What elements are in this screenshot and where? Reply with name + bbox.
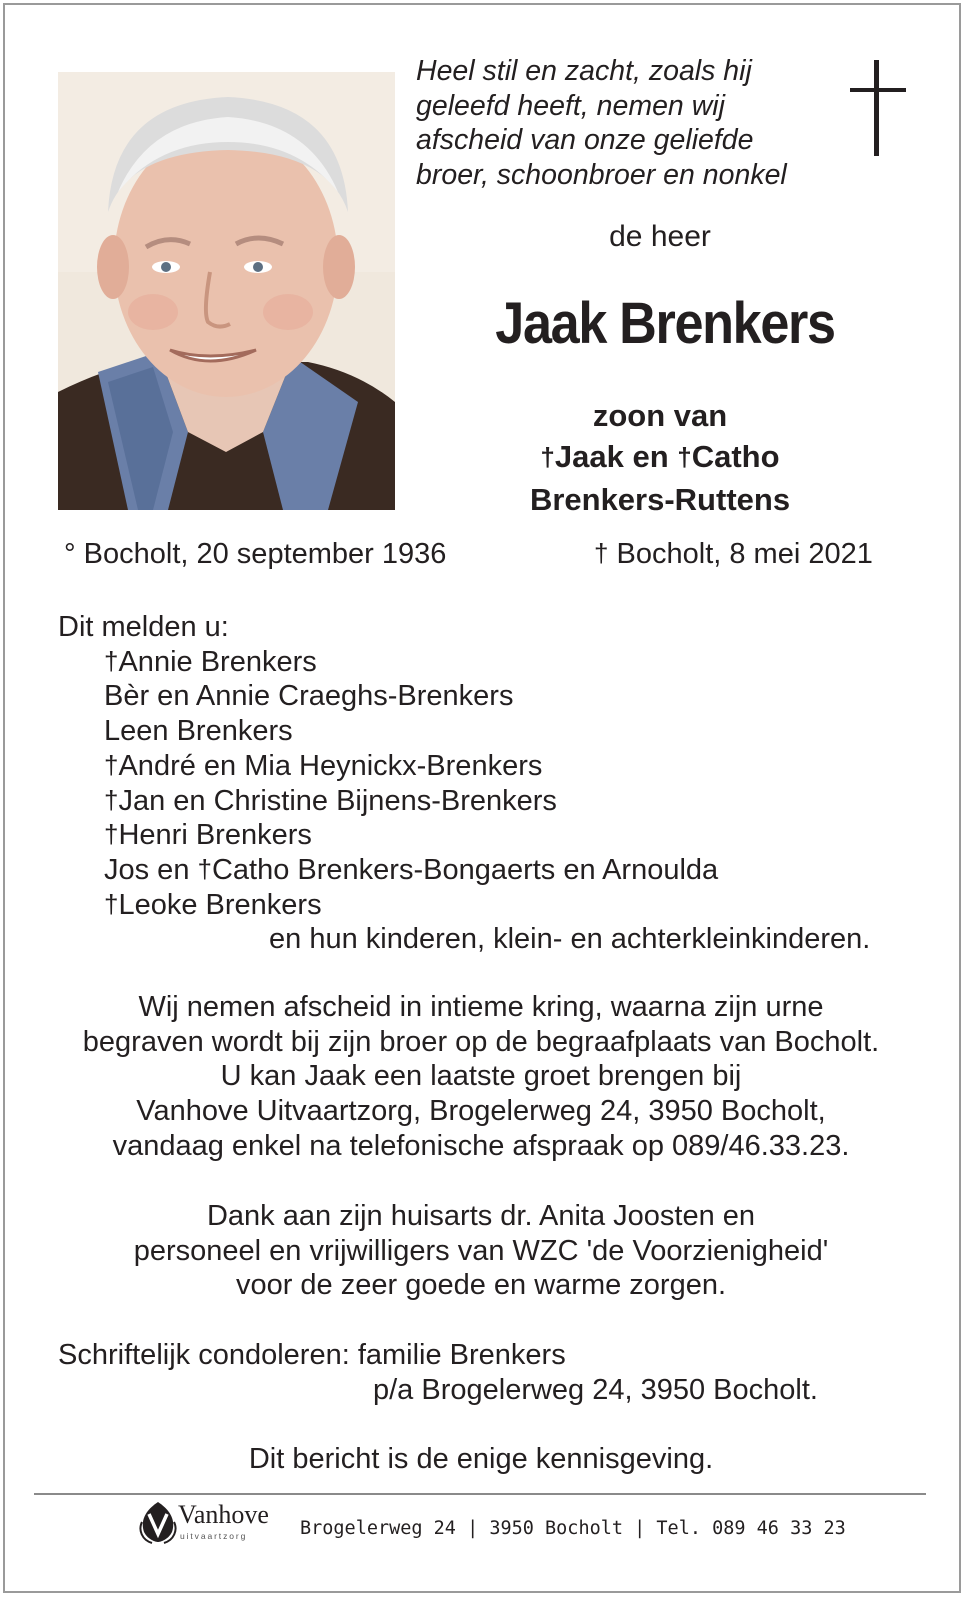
cross-icon: † (540, 442, 555, 472)
parents-intro: zoon van (592, 398, 728, 433)
funeral-line: begraven wordt bij zijn broer op de begraafplaats van Bocholt. (82, 1025, 880, 1058)
funeral-line: U kan Jaak een laatste groet brengen bij (220, 1060, 742, 1093)
announcement-closing: en hun kinderen, klein- en achterkleinkinderen. (269, 923, 871, 956)
footer-contact: Brogelerweg 24 | 3950 Bocholt | Tel. 089 46 33 23 (300, 1518, 846, 1539)
notice-line: Dit bericht is de enige kennisgeving. (248, 1443, 714, 1475)
family-member-name: André en Mia Heynickx-Brenkers (118, 749, 543, 782)
cross-icon: † (104, 645, 119, 676)
poem-line: Heel stil en zacht, zoals hij (416, 55, 752, 87)
family-member (58, 645, 870, 680)
family-member (58, 818, 870, 853)
title-de-heer: de heer (609, 220, 711, 253)
family-member-name: Leen Brenkers (104, 715, 293, 748)
family-member (58, 679, 870, 714)
family-member-name: Jan en Christine Bijnens-Brenkers (118, 784, 557, 817)
family-member (58, 888, 870, 923)
birth-date: ° Bocholt, 20 september 1936 (64, 538, 447, 570)
poem (416, 54, 846, 192)
family-member (58, 853, 870, 888)
condolences-line: Schriftelijk condoleren: familie Brenkers (58, 1339, 566, 1371)
announcement-intro: Dit melden u: (58, 611, 229, 643)
funeral-info (0, 990, 962, 1164)
poem-line: afscheid van onze geliefde (416, 124, 754, 156)
portrait-photo (58, 72, 395, 510)
cross-icon (850, 60, 906, 156)
family-member-name: Jos en (104, 853, 198, 886)
funeral-line: Wij nemen afscheid in intieme kring, waarna zijn urne (138, 991, 824, 1023)
cross-icon: † (594, 538, 609, 568)
logo-name: Vanhove (178, 1500, 269, 1529)
death-date: Bocholt, 8 mei 2021 (616, 538, 873, 570)
family-member-name: Henri Brenkers (118, 819, 312, 852)
cross-icon: † (104, 784, 119, 815)
condolences-address: p/a Brogelerweg 24, 3950 Bocholt. (373, 1373, 818, 1406)
footer-divider (34, 1493, 926, 1495)
thanks-line: voor de zeer goede en warme zorgen. (235, 1269, 727, 1302)
logo-subtitle: uitvaartzorg (180, 1531, 248, 1541)
parent-father: Jaak en (554, 439, 678, 474)
condolences-block (58, 1338, 818, 1407)
family-member-name: Bèr en Annie Craeghs-Brenkers (104, 680, 514, 713)
thanks-block (0, 1199, 962, 1303)
cross-icon: † (197, 853, 212, 884)
funeral-line: vandaag enkel na telefonische afspraak op 089/46.33.23. (112, 1129, 850, 1162)
deceased-name: Jaak Brenkers (495, 291, 835, 356)
parents-names (470, 436, 850, 479)
family-member (58, 784, 870, 819)
family-announcement (58, 610, 870, 957)
family-member-name: Leoke Brenkers (118, 888, 322, 921)
parent-mother: Catho (691, 439, 780, 474)
funeral-line: Vanhove Uitvaartzorg, Brogelerweg 24, 3950 Bocholt, (136, 1095, 826, 1128)
death-date-line (594, 538, 873, 571)
cross-icon: † (104, 888, 119, 919)
cross-icon: † (104, 819, 119, 850)
vanhove-logo-icon (138, 1500, 178, 1544)
family-member (58, 749, 870, 784)
notice-text (0, 1442, 962, 1477)
poem-line: broer, schoonbroer en nonkel (416, 158, 787, 191)
thanks-line: personeel en vrijwilligers van WZC 'de Voorzienigheid' (133, 1234, 829, 1267)
cross-icon: † (104, 749, 119, 780)
cross-icon: † (677, 442, 692, 472)
family-member-name: Annie Brenkers (118, 645, 317, 678)
parents-family-name: Brenkers-Ruttens (529, 482, 791, 517)
poem-line: geleefd heeft, nemen wij (416, 89, 725, 122)
family-member (58, 714, 870, 749)
family-member-name-extra: Catho Brenkers-Bongaerts en Arnoulda (211, 853, 719, 886)
thanks-line: Dank aan zijn huisarts dr. Anita Joosten en (206, 1200, 756, 1232)
parents-block (470, 395, 850, 520)
